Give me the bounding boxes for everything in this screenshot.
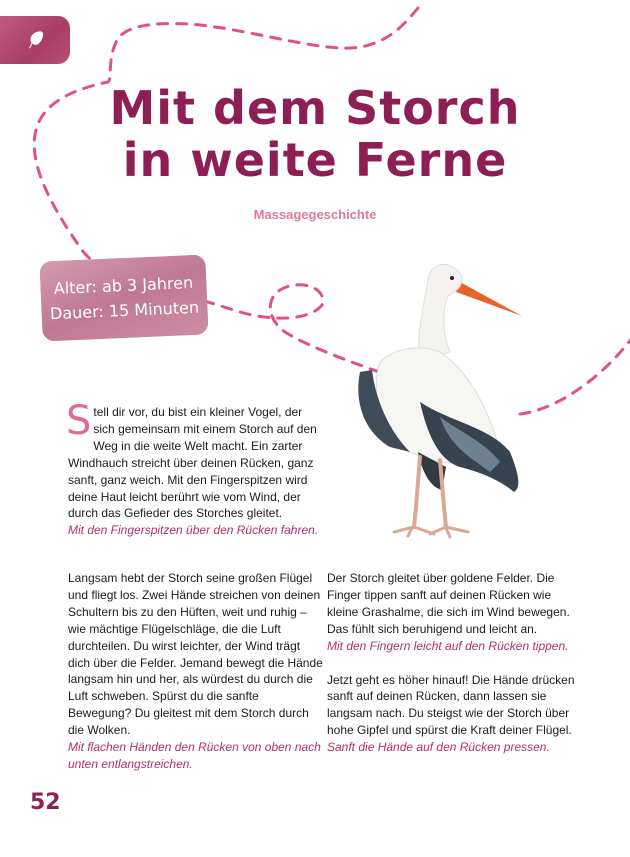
intro-instruction: Mit den Fingerspitzen über den Rücken fahren.	[68, 523, 319, 538]
info-badge	[39, 254, 208, 341]
subtitle: Massagegeschichte	[253, 207, 377, 222]
left-instruction: Mit flachen Händen den Rücken von oben nach unten entlangstreichen.	[68, 740, 321, 771]
drop-cap: S	[66, 398, 92, 444]
page-number: 52	[30, 790, 61, 815]
page-title	[0, 82, 630, 186]
title-line-2: in weite Ferne	[122, 133, 508, 187]
age-label: Alter: ab 3 Jahren	[53, 272, 194, 299]
right-instruction-1: Mit den Fingern leicht auf den Rücken tippen.	[327, 638, 569, 653]
duration-label: Dauer: 15 Minuten	[49, 297, 200, 324]
intro-paragraph	[66, 398, 323, 539]
right-paragraph-2: Jetzt geht es höher hinauf! Die Hände drücken sanft auf deinen Rücken, dann lassen sie langsam nach. Du steigst wie der Storch über hohe Gipfel und spürst die Kraft deiner Flügel.	[327, 672, 575, 738]
right-column	[327, 570, 577, 756]
stork-illustration	[350, 252, 530, 542]
right-paragraph-1: Der Storch gleitet über goldene Felder. Die Finger tippen sanft auf deinen Rücken wie kleine Grashalme, die sich im Wind bewegen. Das fühlt sich beruhigend und leicht an.	[327, 571, 570, 636]
left-paragraph: Langsam hebt der Storch seine großen Flügel und fliegt los. Zwei Hände streichen von deinen Schultern bis zu den Hüften, weit und ruhig – wie mächtige Flügelschläge, die die Luft durchteilen. Du wirst leichter, der Wind trägt dich über die Felder. Jemand bewegt die Hände langsam hin und her, als würdest du durch die Luft schweben. Spürst du die sanfte Bewegung? Du gleitest mit dem Storch durch die Wolken.	[68, 571, 323, 738]
intro-text: tell dir vor, du bist ein kleiner Vogel, der sich gemeinsam mit einem Storch auf den Weg in die weite Welt macht. Ein zarter Windhauch streicht über deinen Rücken, ganz sanft, ganz weich. Mit den Fingerspitzen wird deine Haut leicht berührt wie vom Wind, der durch das Gefieder des Storches gleitet.	[68, 405, 317, 521]
left-column	[68, 570, 323, 773]
right-instruction-2: Sanft die Hände auf den Rücken pressen.	[327, 740, 550, 755]
corner-tab	[0, 16, 70, 64]
leaf-icon	[24, 29, 46, 51]
title-line-1: Mit dem Storch	[109, 81, 521, 135]
